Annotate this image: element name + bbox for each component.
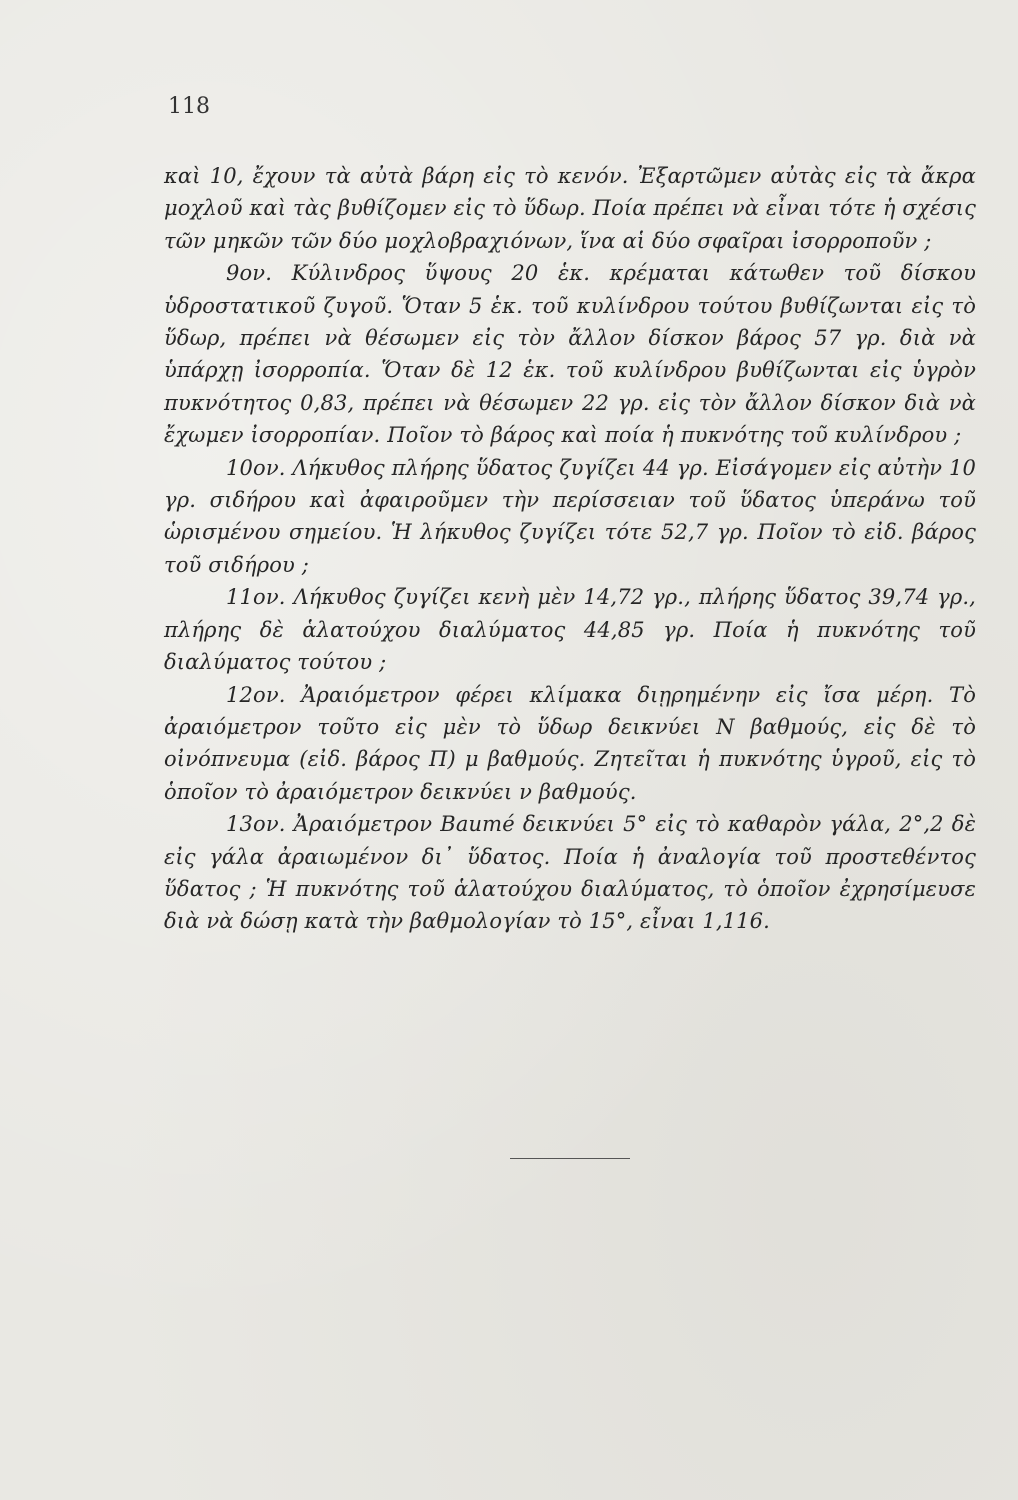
paragraph-continuation: καὶ 10, ἔχουν τὰ αὐτὰ βάρη εἰς τὸ κενόν. Ἐξαρτῶμεν αὐτὰς εἰς τὰ ἄκρα μοχλοῦ καὶ τὰς βυθίζομεν εἰς τὸ ὕδωρ. Ποία πρέπει νὰ εἶναι τότε ἡ σχέσις τῶν μηκῶν τῶν δύο μοχλοβραχιόνων, ἵνα αἱ δύο σφαῖραι ἰσορροποῦν ; (164, 164, 976, 253)
section-divider-rule (510, 1158, 630, 1159)
paragraph-exercise-11: 11ον. Λήκυθος ζυγίζει κενὴ μὲν 14,72 γρ., πλήρης ὕδατος 39,74 γρ., πλήρης δὲ ἁλατούχου διαλύματος 44,85 γρ. Ποία ἡ πυκνότης τοῦ διαλύματος τούτου ; (164, 585, 976, 675)
paragraph-exercise-13: 13ον. Ἀραιόμετρον Baumé δεικνύει 5° εἰς τὸ καθαρὸν γάλα, 2°,2 δὲ εἰς γάλα ἀραιωμένον δι᾽ ὕδατος. Ποία ἡ ἀναλογία τοῦ προστεθέντος ὕδατος ; Ἡ πυκνότης τοῦ ἁλατούχου διαλύματος, τὸ ὁποῖον ἐχρησίμευσε διὰ νὰ δώσῃ κατὰ τὴν βαθμολογίαν τὸ 15°, εἶναι 1,116. (164, 812, 976, 934)
paragraph-exercise-12: 12ον. Ἀραιόμετρον φέρει κλίμακα διῃρημένην εἰς ἴσα μέρη. Τὸ ἀραιόμετρον τοῦτο εἰς μὲν τὸ ὕδωρ δεικνύει Ν βαθμούς, εἰς δὲ τὸ οἰνόπνευμα (εἰδ. βάρος Π) μ βαθμούς. Ζητεῖται ἡ πυκνότης ὑγροῦ, εἰς τὸ ὁποῖον τὸ ἀραιόμετρον δεικνύει ν βαθμούς. (164, 682, 976, 804)
paragraph-exercise-10: 10ον. Λήκυθος πλήρης ὕδατος ζυγίζει 44 γρ. Εἰσάγομεν εἰς αὐτὴν 10 γρ. σιδήρου καὶ ἀφαιροῦμεν τὴν περίσσειαν τοῦ ὕδατος ὑπεράνω τοῦ ὡρισμένου σημείου. Ἡ λήκυθος ζυγίζει τότε 52,7 γρ. Ποῖον τὸ εἰδ. βάρος τοῦ σιδήρου ; (164, 455, 976, 577)
page-number: 118 (168, 94, 210, 119)
paragraph-exercise-9: 9ον. Κύλινδρος ὕψους 20 ἑκ. κρέμαται κάτωθεν τοῦ δίσκου ὑδροστατικοῦ ζυγοῦ. Ὅταν 5 ἑκ. τοῦ κυλίνδρου τούτου βυθίζωνται εἰς τὸ ὕδωρ, πρέπει νὰ θέσωμεν εἰς τὸν ἄλλον δίσκον βάρος 57 γρ. διὰ νὰ ὑπάρχῃ ἰσορροπία. Ὅταν δὲ 12 ἑκ. τοῦ κυλίνδρου βυθίζωνται εἰς ὑγρὸν πυκνότητος 0,83, πρέπει νὰ θέσωμεν 22 γρ. εἰς τὸν ἄλλον δίσκον διὰ νὰ ἔχωμεν ἰσορροπίαν. Ποῖον τὸ βάρος καὶ ποία ἡ πυκνότης τοῦ κυλίνδρου ; (164, 261, 976, 448)
text-block (164, 160, 976, 938)
